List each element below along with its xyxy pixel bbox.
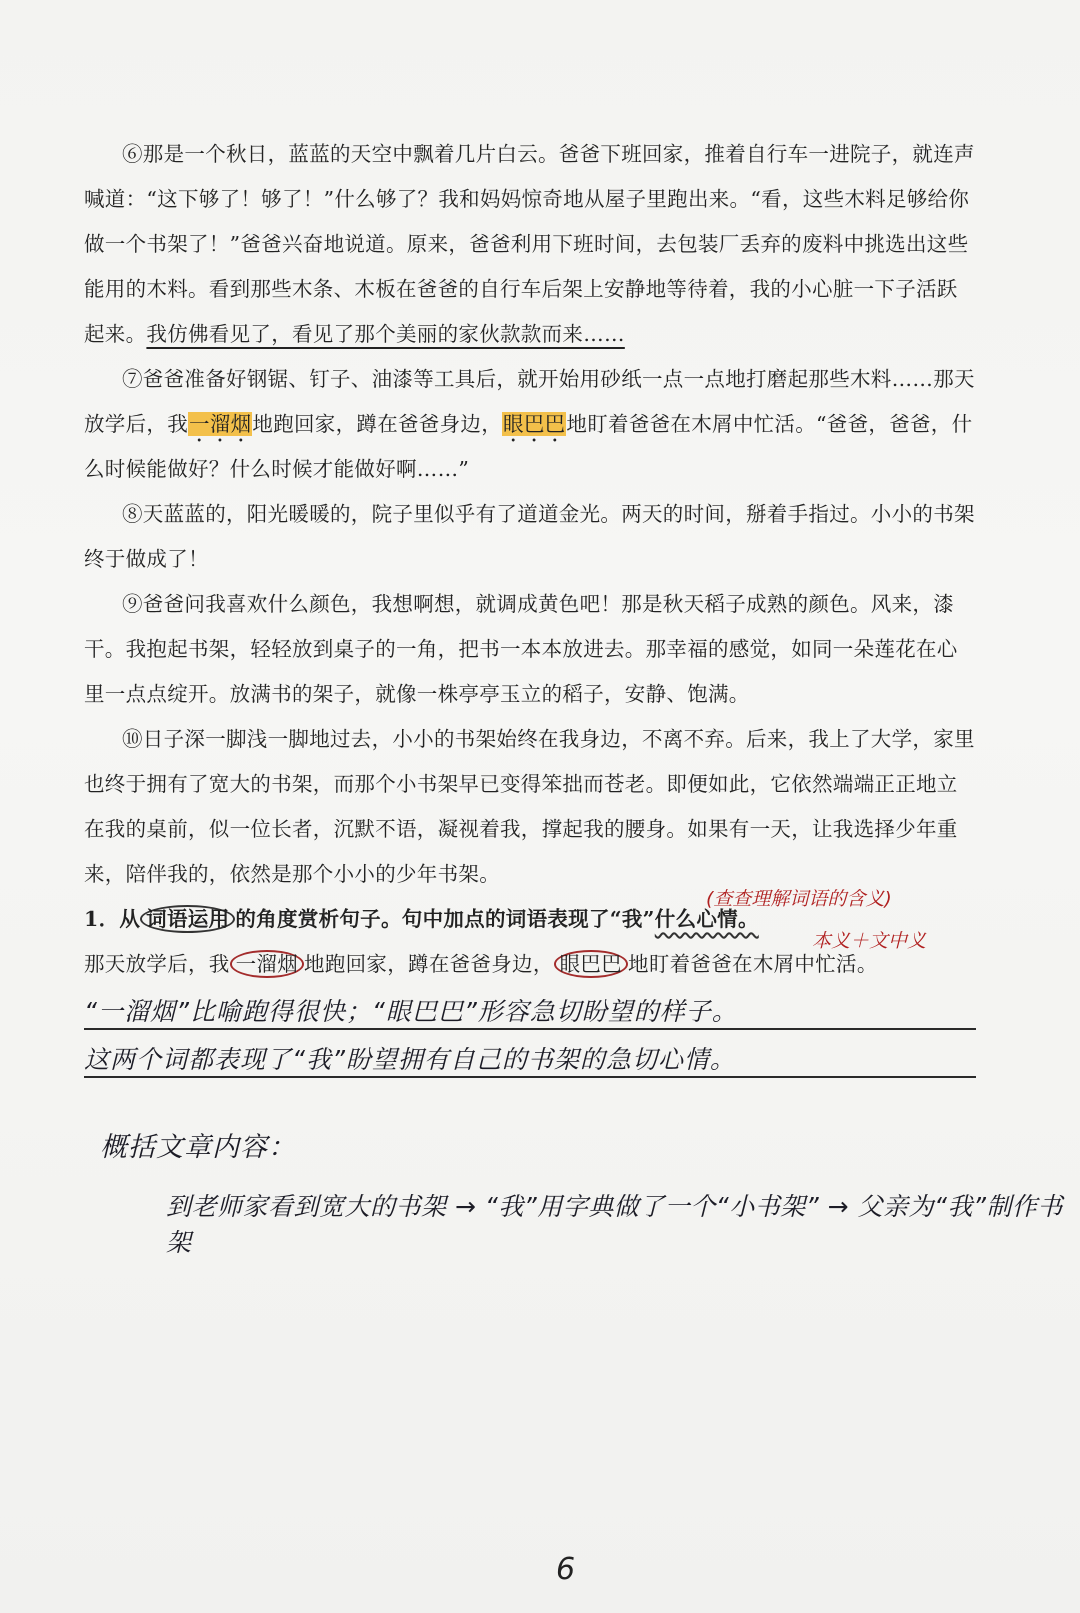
paragraph-10: ⑩日子深一脚浅一脚地过去，小小的书架始终在我身边，不离不弃。后来，我上了大学，家里也终于拥有了宽大的书架，而那个小书架早已变得笨拙而苍老。即便如此，它依然端端正正地立在我的桌前，似一位长者，沉默不语，凝视着我，撑起我的腰身。如果有一天，让我选择少年重来，陪伴我的，依然是那个小小的少年书架。 (84, 727, 975, 886)
paragraph-6 (84, 132, 976, 357)
red-note-meaning-types: 本义＋文中义 (812, 930, 927, 952)
circled-ciyu-yunyong: 词语运用 (140, 905, 235, 933)
answer-rule-1 (84, 1028, 976, 1030)
printed-text (84, 132, 976, 987)
paragraph-7-text-a: ⑦爸爸准备好钢锯、钉子、油漆等工具后，就开始用砂纸一点一点地打磨起那些木料……那天放学后，我 (84, 367, 975, 436)
summary-label: 概括文章内容： (100, 1132, 296, 1163)
handwritten-answer-line-1: “一溜烟”比喻跑得很快；“眼巴巴”形容急切盼望的样子。 (84, 997, 738, 1026)
circled-yiliuyan: 一溜烟 (230, 950, 304, 978)
highlight-yanbaba: 眼巴巴 (503, 412, 566, 436)
red-note-check-meaning: (查查理解词语的含义) (706, 888, 892, 910)
quote-text-c: 地盯着爸爸在木屑中忙活。 (628, 952, 878, 976)
paragraph-7 (84, 357, 976, 492)
question-text-a: 1．从 (84, 907, 141, 931)
page-number: 6 (556, 1552, 576, 1587)
highlight-yiliuyan: 一溜烟 (189, 412, 252, 436)
summary-text: 到老师家看到宽大的书架 → “我”用字典做了一个“小书架” → 父亲为“我”制作书架 (166, 1192, 1063, 1257)
answer-rule-2 (84, 1076, 976, 1078)
question-text-b: 的角度赏析句子。句中加点的词语表现了“我” (235, 907, 655, 931)
circled-yanbaba: 眼巴巴 (554, 950, 628, 978)
paragraph-6-text: ⑥那是一个秋日，蓝蓝的天空中飘着几片白云。爸爸下班回家，推着自行车一进院子，就连声喊道：“这下够了！够了！”什么够了？我和妈妈惊奇地从屋子里跑出来。“看，这些木料足够给你做一个书架了！”爸爸兴奋地说道。原来，爸爸利用下班时间，去包装厂丢弃的废料中挑选出这些能用的木料。看到那些木条、木板在爸爸的自行车后架上安静地等待着，我的小心脏一下子活跃起来。 (84, 142, 975, 346)
underlined-sentence: 我仿佛看见了，看见了那个美丽的家伙款款而来…… (146, 322, 625, 346)
wavy-underline-xinqing: 什么心情。 (654, 907, 759, 931)
paragraph-8: ⑧天蓝蓝的，阳光暖暖的，院子里似乎有了道道金光。两天的时间，掰着手指过。小小的书架终于做成了！ (84, 502, 975, 571)
quote-text-a: 那天放学后，我 (84, 952, 230, 976)
paragraph-7-text-b: 地跑回家，蹲在爸爸身边， (252, 412, 503, 436)
handwritten-answer-line-2: 这两个词都表现了“我”盼望拥有自己的书架的急切心情。 (84, 1045, 736, 1074)
quote-text-b: 地跑回家，蹲在爸爸身边， (304, 952, 554, 976)
paragraph-9: ⑨爸爸问我喜欢什么颜色，我想啊想，就调成黄色吧！那是秋天稻子成熟的颜色。风来，漆干。我抱起书架，轻轻放到桌子的一角，把书一本本放进去。那幸福的感觉，如同一朵莲花在心里一点点绽开。放满书的架子，就像一株亭亭玉立的稻子，安静、饱满。 (84, 592, 958, 706)
paragraph-7-text-c: 地盯着爸爸在木屑中忙活。“爸爸，爸爸，什么时候能做好？什么时候才能做好啊……” (84, 412, 973, 481)
